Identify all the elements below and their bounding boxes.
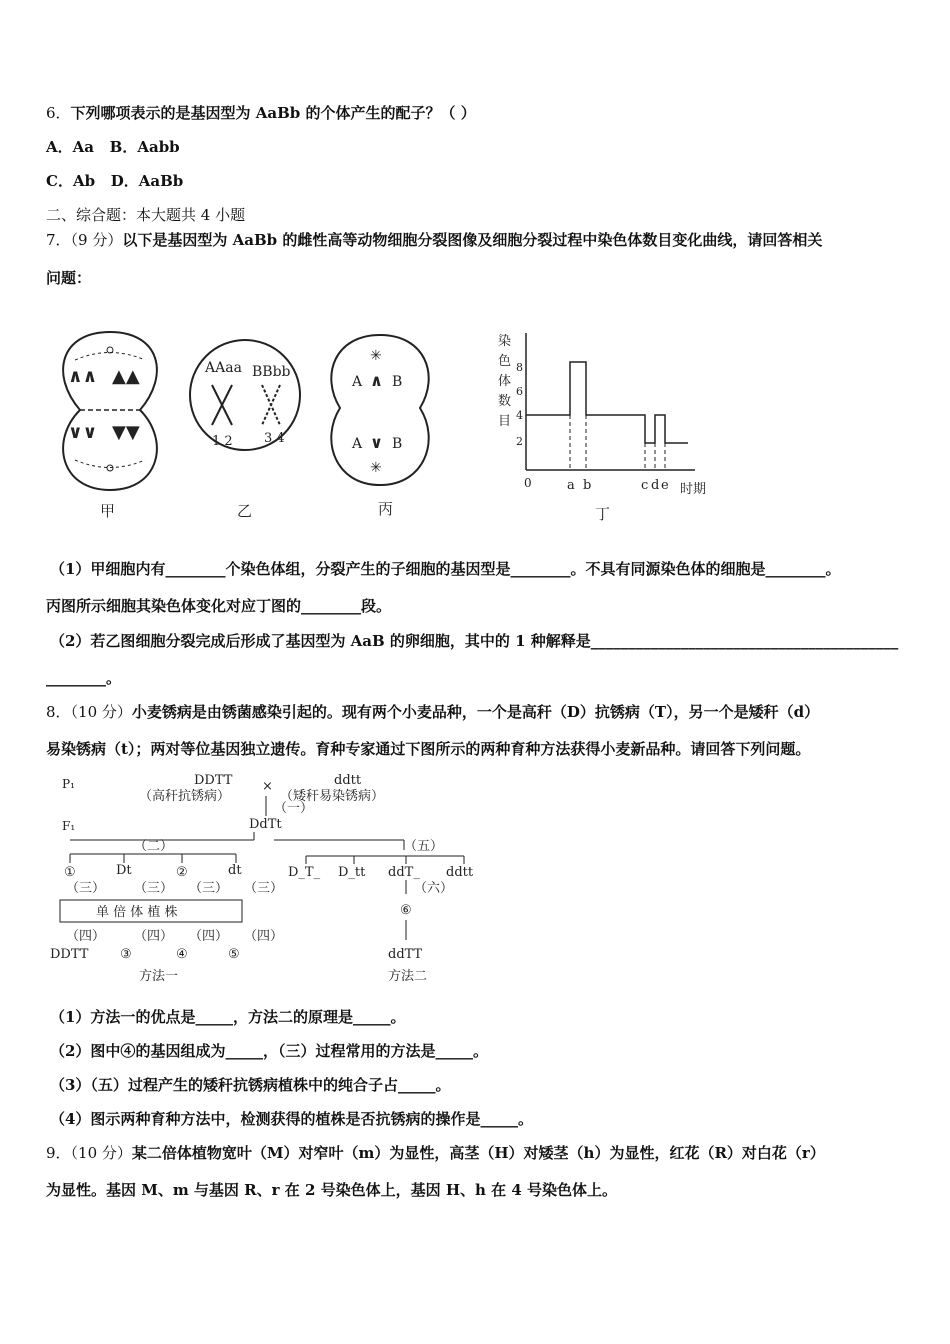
cell-yi xyxy=(190,340,300,450)
q7-sub1-line1: （1）甲细胞内有________个染色体组，分裂产生的子细胞的基因型是________。不具有同源染色体的细胞是________。 xyxy=(50,560,841,578)
spindle-bottom-icon: ✳ xyxy=(370,460,382,476)
step-two: （二） xyxy=(134,839,174,854)
method1-result-4: ④ xyxy=(176,947,188,962)
cross-symbol: × xyxy=(262,779,273,794)
graph-caption: 丁 xyxy=(595,505,611,523)
chromosome-group-top: ∧∧ xyxy=(68,366,98,387)
type-d-tt: D_tt xyxy=(338,865,366,880)
section-heading: 二、综合题：本大题共 4 小题 xyxy=(46,206,246,224)
q7-sub1-line2: 丙图所示细胞其染色体变化对应丁图的________段。 xyxy=(46,597,392,615)
xpoint-c: c xyxy=(641,478,649,493)
haploid-label: 单 倍 体 植 株 xyxy=(96,905,178,920)
step-three-1: （三） xyxy=(66,881,106,896)
q7-chromosome-graph xyxy=(490,325,720,525)
ytick-6: 6 xyxy=(516,385,523,398)
bing-top-chrom: ∧ xyxy=(370,371,383,390)
cell-label-jia: 甲 xyxy=(100,502,116,520)
q6-options-row1: A．Aa B．Aabb xyxy=(46,138,180,156)
cell-bing xyxy=(331,335,428,485)
parent2-phenotype: （矮秆易染锈病） xyxy=(280,789,385,804)
q7-sub2-line1: （2）若乙图细胞分裂完成后形成了基因型为 AaB 的卵细胞，其中的 1 种解释是_________________________________________ xyxy=(50,632,899,650)
type-d-t: D_T_ xyxy=(288,865,321,880)
xpoint-d: d xyxy=(651,478,660,493)
q8-sub2: （2）图中④的基因组成为_____，（三）过程常用的方法是_____。 xyxy=(50,1042,488,1060)
ylabel-char-2: 色 xyxy=(498,354,512,369)
step-four-2: （四） xyxy=(134,929,174,944)
step-one: （一） xyxy=(274,801,314,816)
bing-top-gene-2: B xyxy=(392,374,403,390)
parent1-phenotype: （高秆抗锈病） xyxy=(139,789,231,804)
step-four-1: （四） xyxy=(66,929,106,944)
q8-sub4: （4）图示两种育种方法中，检测获得的植株是否抗锈病的操作是_____。 xyxy=(50,1110,533,1128)
q8-sub1: （1）方法一的优点是_____，方法二的原理是_____。 xyxy=(50,1008,406,1026)
chromosome-curve xyxy=(526,362,688,443)
yi-numbers-left: 1 2 xyxy=(212,434,233,449)
chromosome-group-bottom: ∨∨ xyxy=(68,422,98,443)
xpoint-a: a xyxy=(567,478,575,493)
q6-options-row2: C．Ab D．AaBb xyxy=(46,172,184,190)
gamete-dt-upper: Dt xyxy=(116,863,132,878)
q8-breeding-diagram xyxy=(44,768,504,988)
f1-genotype: DdTt xyxy=(249,817,282,832)
parent1-genotype: DDTT xyxy=(194,773,233,788)
method2-result: ddTT xyxy=(388,947,423,962)
ylabel-char-3: 体 xyxy=(498,374,512,389)
yi-genes-left: AAaa xyxy=(205,360,242,376)
label-f1: F₁ xyxy=(62,819,76,833)
bing-top-gene-1: A xyxy=(352,374,363,390)
method1-label: 方法一 xyxy=(139,969,179,984)
chromosome-group-top-dark: ▲▲ xyxy=(112,366,140,387)
bing-bottom-chrom: ∨ xyxy=(370,433,383,452)
step-five: （五） xyxy=(404,839,444,854)
ylabel-char-1: 染 xyxy=(498,334,512,349)
q9-stem-line2: 为显性。基因 M、m 与基因 R、r 在 2 号染色体上，基因 H、h 在 4 号染色体上。 xyxy=(46,1181,618,1199)
gamete-2: ② xyxy=(176,865,188,880)
step-six: （六） xyxy=(414,881,454,896)
method1-result-5: ⑤ xyxy=(228,947,240,962)
ytick-8: 8 xyxy=(516,361,523,374)
q6-stem: 6．下列哪项表示的是基因型为 AaBb 的个体产生的配子？（ ） xyxy=(46,104,476,122)
gamete-1: ① xyxy=(64,865,76,880)
step-four-4: （四） xyxy=(244,929,284,944)
type-ddt: ddT_ xyxy=(388,865,420,880)
xpoint-e: e xyxy=(661,478,669,493)
step-three-2: （三） xyxy=(134,881,174,896)
step-three-3: （三） xyxy=(189,881,229,896)
gamete-dt-lower: dt xyxy=(228,863,242,878)
bing-bottom-gene-2: B xyxy=(392,436,403,452)
q7-sub2-line2: ________。 xyxy=(46,669,122,687)
spindle-top-icon: ✳ xyxy=(370,348,382,364)
ytick-2: 2 xyxy=(516,435,523,448)
label-p1: P₁ xyxy=(62,777,75,791)
yi-genes-right: BBbb xyxy=(252,364,291,380)
step-four-3: （四） xyxy=(189,929,229,944)
cell-label-yi: 乙 xyxy=(237,502,253,520)
graph-xlabel: 时期 xyxy=(680,482,707,497)
q7-stem-line2: 问题： xyxy=(46,269,92,287)
q8-sub3: （3）（五）过程产生的矮秆抗锈病植株中的纯合子占_____。 xyxy=(50,1076,451,1094)
chromosome-group-bottom-dark: ▼▼ xyxy=(112,422,140,443)
q9-stem-line1: 9．（10 分）某二倍体植物宽叶（M）对窄叶（m）为显性，高茎（H）对矮茎（h）为显性，红花（R）对白花（r） xyxy=(46,1144,825,1162)
ylabel-char-4: 数 xyxy=(498,394,512,409)
cell-jia xyxy=(63,332,157,490)
type-ddtt: ddtt xyxy=(446,865,474,880)
bing-bottom-gene-1: A xyxy=(352,436,363,452)
method1-result-ddtt: DDTT xyxy=(50,947,89,962)
cell-label-bing: 丙 xyxy=(378,500,394,518)
method1-result-3: ③ xyxy=(120,947,132,962)
q8-stem-line2: 易染锈病（t）；两对等位基因独立遗传。育种专家通过下图所示的两种育种方法获得小麦新品种。请回答下列问题。 xyxy=(46,740,811,758)
method2-label: 方法二 xyxy=(388,969,428,984)
yi-numbers-right: 3 4 xyxy=(264,431,285,446)
step-three-4: （三） xyxy=(244,881,284,896)
result-6: ⑥ xyxy=(400,903,412,918)
q8-stem-line1: 8．（10 分）小麦锈病是由锈菌感染引起的。现有两个小麦品种，一个是高秆（D）抗锈病（T），另一个是矮秆（d） xyxy=(46,703,820,721)
parent2-genotype: ddtt xyxy=(334,773,362,788)
ylabel-char-5: 目 xyxy=(498,414,512,429)
ytick-4: 4 xyxy=(516,409,523,422)
graph-origin: 0 xyxy=(524,476,532,490)
q7-cell-figure xyxy=(40,320,460,530)
xpoint-b: b xyxy=(583,478,592,493)
q7-stem-line1: 7．（9 分）以下是基因型为 AaBb 的雌性高等动物细胞分裂图像及细胞分裂过程中染色体数目变化曲线，请回答相关 xyxy=(46,231,823,249)
